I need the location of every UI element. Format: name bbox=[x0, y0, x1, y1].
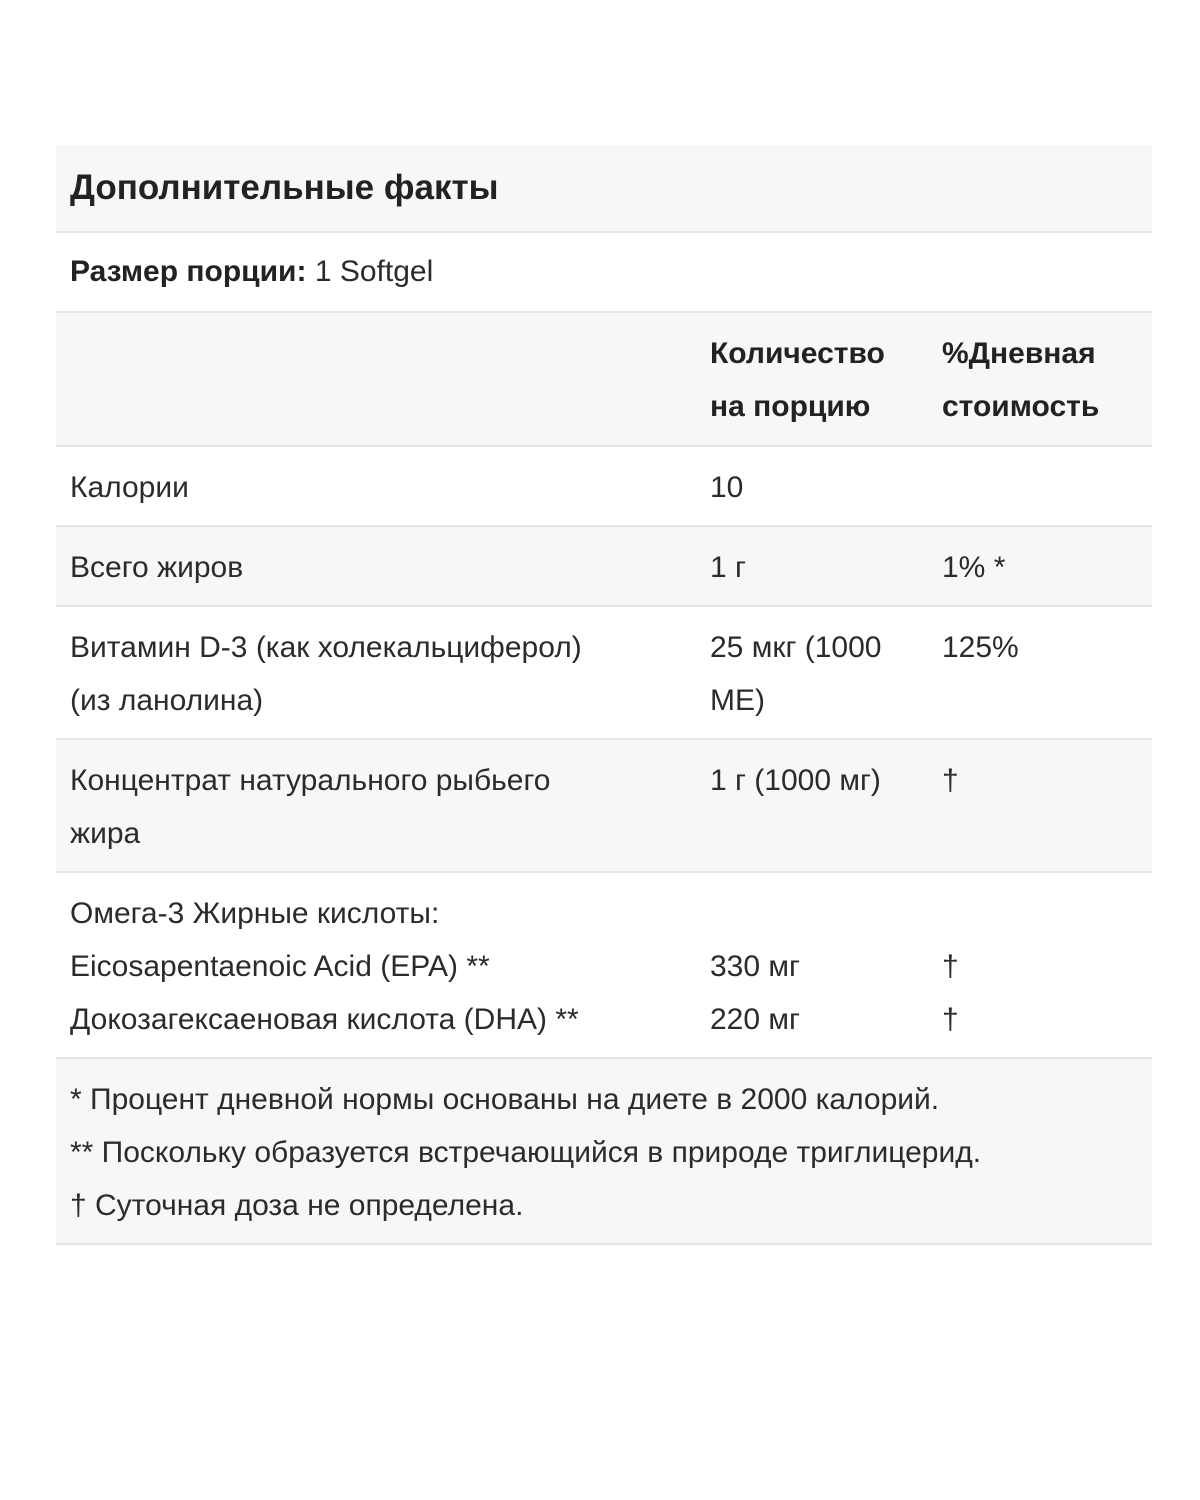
nutrient-daily-value bbox=[942, 461, 1152, 525]
table-header-row bbox=[56, 313, 1152, 447]
omega-amounts bbox=[710, 887, 942, 1057]
serving-size-row bbox=[56, 233, 1152, 313]
header-nutrient-column bbox=[56, 327, 710, 445]
header-amount bbox=[710, 327, 942, 445]
page-title: Дополнительные факты bbox=[70, 168, 499, 207]
nutrient-daily-value: 1% * bbox=[942, 551, 1006, 584]
omega-dha-name: Докозагексаеновая кислота (DHA) ** bbox=[70, 1003, 579, 1036]
footnote-not-established: † Суточная доза не определена. bbox=[70, 1189, 524, 1222]
nutrient-daily-value: 125% bbox=[942, 631, 1019, 664]
omega-names bbox=[56, 887, 710, 1057]
header-dv-line1: %Дневная bbox=[942, 337, 1096, 370]
nutrient-name-line1: Концентрат натурального рыбьего bbox=[70, 764, 551, 797]
title-row bbox=[56, 145, 1152, 233]
nutrient-amount bbox=[710, 621, 942, 738]
nutrient-name-line1: Витамин D-3 (как холекальциферол) bbox=[70, 631, 582, 664]
table-row-vitamin-d3 bbox=[56, 607, 1152, 740]
header-daily-value bbox=[942, 327, 1152, 445]
nutrient-daily-value: † bbox=[942, 764, 959, 797]
nutrient-amount: 10 bbox=[710, 471, 744, 504]
omega-epa-dv: † bbox=[942, 950, 959, 983]
nutrient-amount-line2: МЕ) bbox=[710, 684, 765, 717]
nutrient-amount: 1 г bbox=[710, 551, 746, 584]
omega-epa-amount: 330 мг bbox=[710, 950, 800, 983]
omega-dha-amount: 220 мг bbox=[710, 1003, 800, 1036]
omega-dha-dv: † bbox=[942, 1003, 959, 1036]
nutrient-name: Калории bbox=[70, 471, 189, 504]
nutrient-name-line2: (из ланолина) bbox=[70, 684, 264, 717]
footnote-daily-value: * Процент дневной нормы основаны на диете в 2000 калорий. bbox=[70, 1083, 940, 1116]
nutrient-amount: 1 г (1000 мг) bbox=[710, 764, 881, 797]
header-amount-line1: Количество bbox=[710, 337, 885, 370]
header-amount-line2: на порцию bbox=[710, 390, 871, 423]
supplement-facts-table bbox=[56, 145, 1152, 1245]
serving-size-label: Размер порции: bbox=[70, 255, 307, 288]
table-row-omega-3 bbox=[56, 873, 1152, 1059]
header-dv-line2: стоимость bbox=[942, 390, 1100, 423]
table-row-total-fat bbox=[56, 527, 1152, 607]
omega-epa-name: Eicosapentaenoic Acid (EPA) ** bbox=[70, 950, 490, 983]
nutrient-name: Всего жиров bbox=[70, 551, 244, 584]
nutrient-name bbox=[56, 754, 710, 871]
omega-heading: Омега-3 Жирные кислоты: bbox=[70, 897, 440, 930]
table-row-fish-oil bbox=[56, 740, 1152, 873]
serving-size-value: 1 Softgel bbox=[314, 255, 434, 288]
footnotes bbox=[56, 1059, 1152, 1245]
nutrient-name bbox=[56, 621, 710, 738]
nutrient-name-line2: жира bbox=[70, 817, 141, 850]
footnote-triglyceride: ** Поскольку образуется встречающийся в природе триглицерид. bbox=[70, 1136, 982, 1169]
nutrient-amount-line1: 25 мкг (1000 bbox=[710, 631, 882, 664]
omega-daily-values bbox=[942, 887, 1152, 1057]
table-row-calories bbox=[56, 447, 1152, 527]
